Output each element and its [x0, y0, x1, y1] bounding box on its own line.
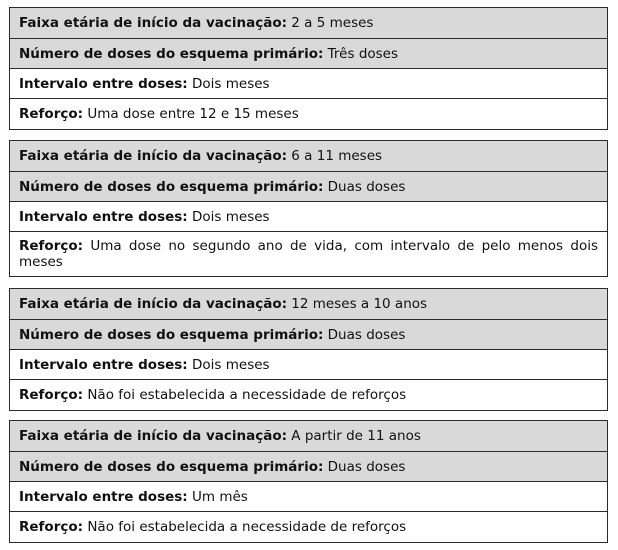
- booster-label: Reforço:: [19, 106, 84, 122]
- booster-row: [10, 98, 607, 129]
- interval-value: Dois meses: [187, 208, 270, 225]
- row-text: [19, 76, 270, 92]
- booster-value: Não foi estabelecida a necessidade de reforços: [83, 387, 407, 403]
- age-range-label: Faixa etária de início da vacinação:: [19, 296, 288, 312]
- interval-label: Intervalo entre doses:: [19, 208, 188, 225]
- interval-value: Um mês: [187, 488, 248, 505]
- doses-value: Duas doses: [323, 458, 406, 475]
- doses-value: Duas doses: [323, 178, 406, 195]
- age-range-label: Faixa etária de início da vacinação:: [19, 428, 288, 444]
- doses-row: [10, 171, 607, 201]
- row-text: [19, 327, 405, 343]
- row-text: [19, 46, 398, 62]
- booster-value: Uma dose no segundo ano de vida, com intervalo de pelo menos dois meses: [19, 238, 598, 270]
- row-text: [19, 148, 382, 164]
- interval-label: Intervalo entre doses:: [19, 356, 188, 373]
- age-range-label: Faixa etária de início da vacinação:: [19, 148, 288, 164]
- booster-row: [10, 379, 607, 410]
- doses-label: Número de doses do esquema primário:: [19, 45, 324, 62]
- interval-label: Intervalo entre doses:: [19, 75, 188, 92]
- doses-row: [10, 451, 607, 481]
- age-range-label: Faixa etária de início da vacinação:: [19, 15, 288, 31]
- age-range-value: A partir de 11 anos: [287, 428, 421, 444]
- doses-row: [10, 38, 607, 68]
- doses-label: Número de doses do esquema primário:: [19, 326, 324, 343]
- interval-label: Intervalo entre doses:: [19, 488, 188, 505]
- row-text: [19, 459, 405, 475]
- interval-row: [10, 201, 607, 231]
- doses-label: Número de doses do esquema primário:: [19, 178, 324, 195]
- interval-value: Dois meses: [187, 75, 270, 92]
- booster-label: Reforço:: [19, 519, 84, 535]
- booster-row: [10, 231, 607, 276]
- interval-row: [10, 68, 607, 98]
- booster-value: Uma dose entre 12 e 15 meses: [83, 106, 299, 122]
- interval-row: [10, 349, 607, 379]
- interval-value: Dois meses: [187, 356, 270, 373]
- booster-value: Não foi estabelecida a necessidade de reforços: [83, 519, 407, 535]
- doses-label: Número de doses do esquema primário:: [19, 458, 324, 475]
- row-text: [19, 106, 299, 122]
- row-text: [19, 179, 405, 195]
- booster-row: [10, 511, 607, 542]
- schedule-table-3: [9, 288, 608, 411]
- row-text: [19, 238, 598, 270]
- row-text: [19, 296, 427, 312]
- age-range-row: [10, 8, 607, 38]
- booster-label: Reforço:: [19, 387, 84, 403]
- schedule-table-2: [9, 140, 608, 277]
- row-text: [19, 387, 406, 403]
- age-range-value: 6 a 11 meses: [287, 148, 383, 164]
- age-range-value: 2 a 5 meses: [287, 15, 374, 31]
- interval-row: [10, 481, 607, 511]
- row-text: [19, 357, 270, 373]
- schedule-table-4: [9, 420, 608, 543]
- age-range-value: 12 meses a 10 anos: [287, 296, 428, 312]
- doses-value: Três doses: [323, 45, 399, 62]
- doses-row: [10, 319, 607, 349]
- booster-label: Reforço:: [19, 238, 84, 254]
- schedule-table-1: [9, 7, 608, 130]
- age-range-row: [10, 421, 607, 451]
- doses-value: Duas doses: [323, 326, 406, 343]
- row-text: [19, 489, 248, 505]
- row-text: [19, 519, 406, 535]
- age-range-row: [10, 141, 607, 171]
- row-text: [19, 428, 421, 444]
- row-text: [19, 15, 373, 31]
- row-text: [19, 209, 270, 225]
- age-range-row: [10, 289, 607, 319]
